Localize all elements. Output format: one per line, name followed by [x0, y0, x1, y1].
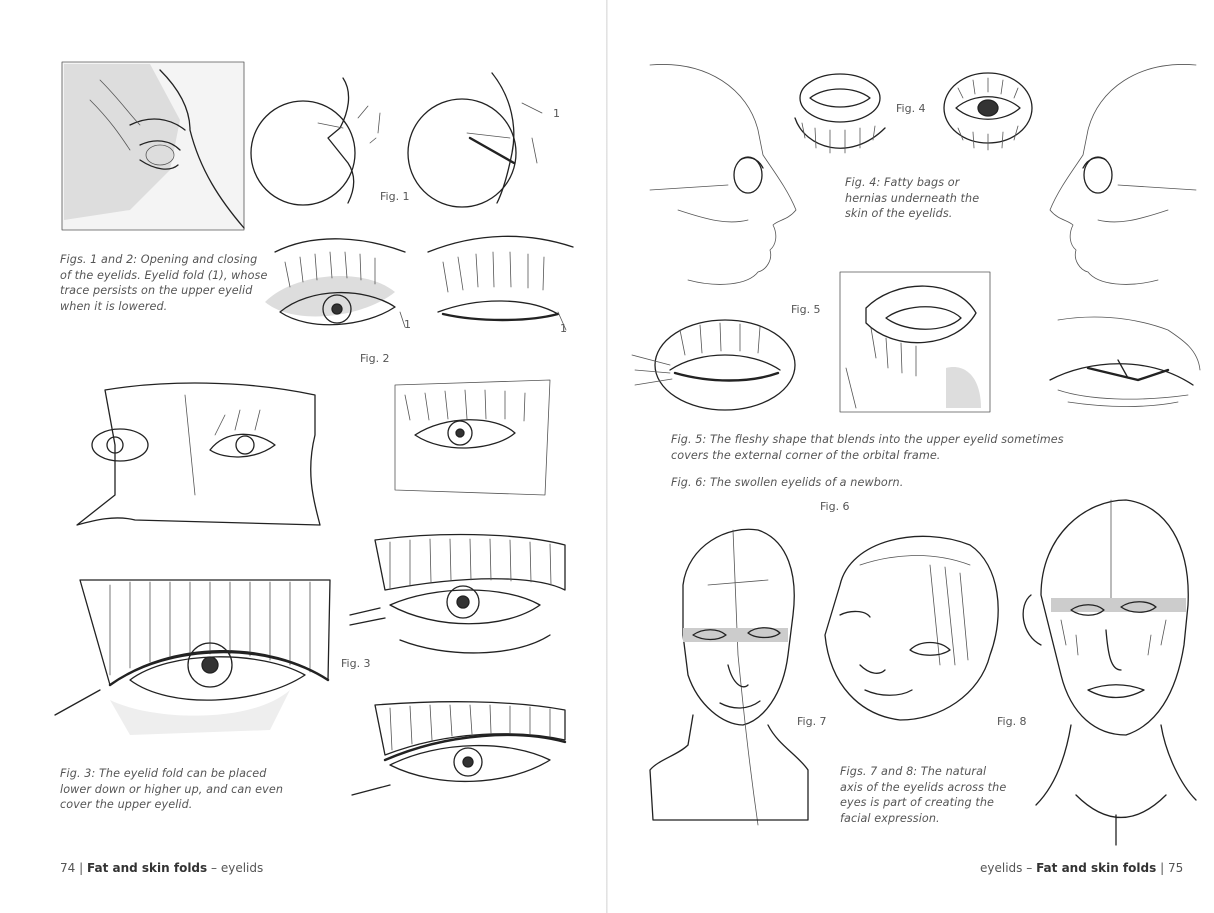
fig4-eye-bag-study-1: [790, 68, 890, 163]
fig5-eye-fleshy-fold-drawing: [630, 315, 800, 415]
left-footer-separator: |: [79, 861, 84, 875]
fig2-callout-1b: 1: [560, 322, 567, 335]
fig1-eyeball-diagram-open: [248, 68, 388, 208]
fig8-old-man-head-drawing: [1016, 495, 1201, 850]
fig2-label: Fig. 2: [360, 352, 390, 365]
caption-figs-1-2: Figs. 1 and 2: Opening and closing of the eyelids. Eyelid fold (1), whose trace persists on the upper eyelid when it is lowered.: [60, 253, 268, 313]
fig2-eye-open-drawing: [255, 232, 415, 347]
fig3-large-eye-fold-drawing: [50, 570, 330, 740]
fig7-label: Fig. 7: [797, 715, 827, 728]
fig3-eye-fold-low-drawing: [345, 530, 575, 660]
caption-fig-6: Fig. 6: The swollen eyelids of a newborn.: [671, 476, 904, 489]
fig6-newborn-head-drawing: [820, 525, 1005, 725]
right-page-number: 75: [1167, 861, 1184, 875]
fig3-eye-fold-covering-drawing: [350, 700, 575, 810]
fig1-label: Fig. 1: [380, 190, 410, 203]
fig4-profile-head-right-drawing: [1033, 60, 1198, 290]
fig4-profile-head-left-drawing: [648, 60, 813, 290]
fig5-framed-orbital-study: [836, 268, 996, 418]
fig8-label: Fig. 8: [997, 715, 1027, 728]
left-footer-section: Fat and skin folds: [86, 861, 208, 875]
right-footer-topic: eyelids: [980, 861, 1023, 875]
fig3-eye-three-quarter-drawing: [385, 375, 565, 500]
fig4-eye-bag-study-2: [938, 68, 1038, 163]
left-page: [0, 0, 606, 913]
right-footer-separator: |: [1160, 861, 1165, 875]
right-page-footer: [980, 861, 1183, 875]
caption-fig-5: Fig. 5: The fleshy shape that blends into the upper eyelid sometimes covers the external corner of the orbital frame.: [671, 433, 1064, 462]
left-page-footer: [60, 861, 263, 875]
fig2-callout-1a: 1: [404, 318, 411, 331]
fig3-label: Fig. 3: [341, 657, 371, 670]
right-page: [608, 0, 1214, 913]
fig7-young-man-head-drawing: [648, 525, 813, 825]
caption-figs-7-8: Figs. 7 and 8: The natural axis of the eyelids across the eyes is part of creating the facial expression.: [840, 765, 1007, 825]
right-footer-dash: –: [1026, 861, 1033, 875]
caption-fig-3: Fig. 3: The eyelid fold can be placed lower down or higher up, and can even cover the upper eyelid.: [60, 767, 284, 811]
fig6-label: Fig. 6: [820, 500, 850, 513]
right-footer-section: Fat and skin folds: [1036, 861, 1157, 875]
caption-fig-4: Fig. 4: Fatty bags or hernias underneath the skin of the eyelids.: [845, 176, 980, 220]
fig1-eyeball-diagram-closed: [402, 68, 552, 208]
fig4-label: Fig. 4: [896, 102, 926, 115]
fig2-eye-closed-drawing: [418, 232, 578, 347]
left-footer-dash: –: [211, 861, 217, 875]
fig5-eye-closed-wrinkled-drawing: [1048, 310, 1203, 410]
left-footer-topic: eyelids: [220, 861, 264, 875]
fig1-callout-1: 1: [553, 107, 560, 120]
fig5-label: Fig. 5: [791, 303, 821, 316]
fig3-face-block-drawing: [75, 375, 335, 535]
left-page-number: 74: [60, 861, 76, 875]
fig1-profile-eye-drawing: [60, 60, 250, 235]
